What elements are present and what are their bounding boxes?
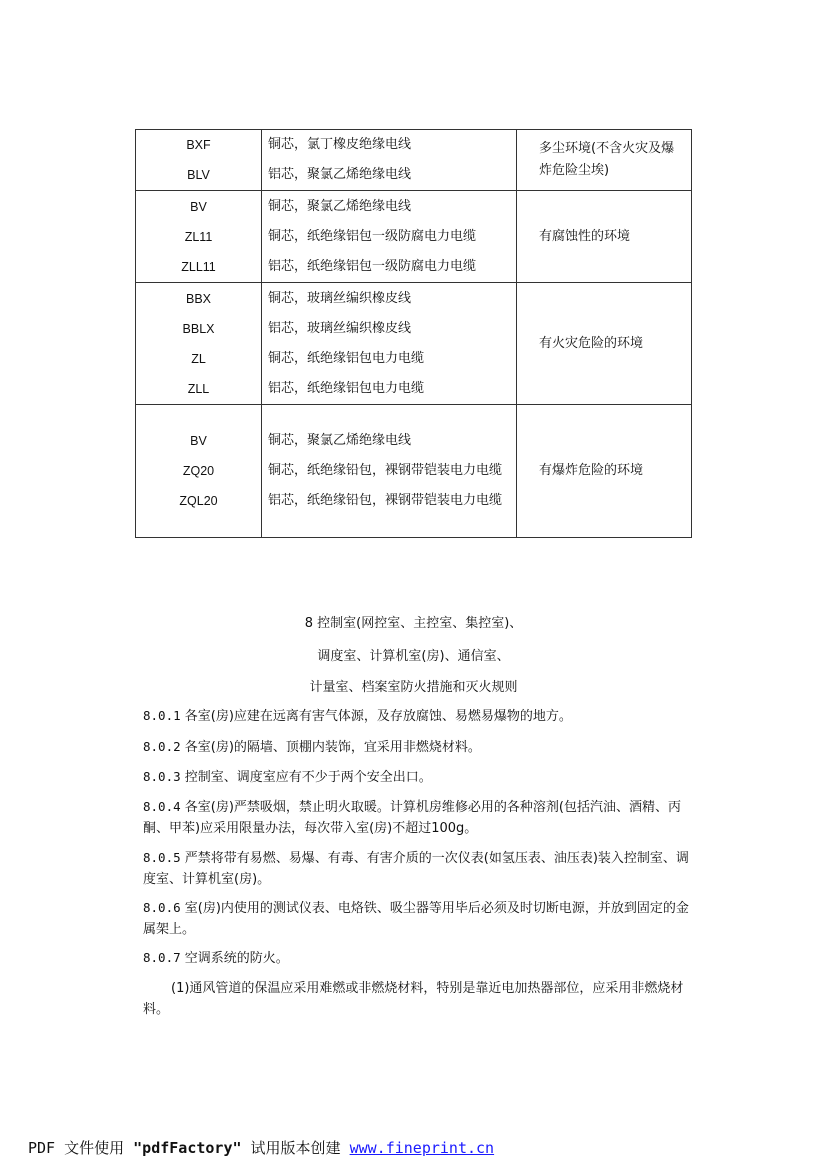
- clause-8-0-4: [143, 796, 691, 839]
- table-row: [136, 405, 692, 538]
- clause-text: 室(房)内使用的测试仪表、电烙铁、吸尘器等用毕后必须及时切断电源，并放到固定的金属架上。: [143, 901, 689, 937]
- model-code: ZL: [191, 351, 206, 366]
- clause-text: 控制室、调度室应有不少于两个安全出口。: [184, 770, 432, 785]
- footer-middle: 试用版本创建: [241, 1139, 350, 1157]
- cable-description: 铝芯，玻璃丝编织橡皮线: [268, 320, 412, 336]
- clause-text: 各室(房)严禁吸烟，禁止明火取暖。计算机房维修必用的各种溶剂(包括汽油、酒精、丙酮、甲苯)应采用限量办法，每次带入室(房)不超过100g。: [143, 800, 681, 836]
- cable-description: 铝芯，纸绝缘铝包电力电缆: [268, 380, 425, 396]
- section-title-line-1: 8 控制室(网控室、主控室、集控室)、: [304, 616, 523, 631]
- pdf-footer: [28, 1137, 494, 1158]
- description-cell: [262, 283, 517, 405]
- clause-8-0-7-item-1: [143, 978, 691, 1020]
- clause-number: 8.0.5: [143, 850, 181, 865]
- section-title-line-3: 计量室、档案室防火措施和灭火规则: [309, 680, 518, 695]
- model-code: ZLL: [187, 381, 210, 396]
- model-cell: [136, 283, 262, 405]
- model-code: BV: [190, 199, 207, 214]
- clause-text: 各室(房)应建在远离有害气体源，及存放腐蚀、易燃易爆物的地方。: [184, 709, 572, 724]
- model-code: ZL11: [184, 229, 213, 244]
- environment-cell: 有腐蚀性的环境: [517, 191, 692, 283]
- clause-8-0-7: [143, 947, 691, 969]
- clause-8-0-1: [143, 705, 691, 727]
- cable-description: 铜芯，玻璃丝编织橡皮线: [268, 290, 412, 306]
- cable-description: 铜芯，纸绝缘铅包，裸钢带铠装电力电缆: [268, 463, 503, 478]
- section-title-line-2: 调度室、计算机室(房)、通信室、: [317, 649, 510, 664]
- footer-prefix: PDF 文件使用: [28, 1139, 134, 1157]
- clause-text: (1)通风管道的保温应采用难燃或非燃烧材料，特别是靠近电加热器部位，应采用非燃烧材料。: [143, 981, 684, 1017]
- clause-number: 8.0.3: [143, 769, 181, 784]
- clause-8-0-2: [143, 736, 691, 758]
- clause-text: 空调系统的防火。: [184, 951, 289, 966]
- clause-text: 严禁将带有易燃、易爆、有毒、有害介质的一次仪表(如氢压表、油压表)装入控制室、调度室、计算机室(房)。: [143, 851, 689, 887]
- environment-cell: 有火灾危险的环境: [517, 283, 692, 405]
- footer-product: "pdfFactory": [133, 1139, 242, 1157]
- clause-number: 8.0.2: [143, 739, 181, 754]
- cable-description: 铜芯，聚氯乙烯绝缘电线: [268, 198, 412, 214]
- cable-description: 铝芯，纸绝缘铝包一级防腐电力电缆: [268, 258, 477, 274]
- clause-number: 8.0.6: [143, 900, 181, 915]
- model-code: BXF: [186, 138, 211, 152]
- clause-8-0-3: [143, 766, 691, 788]
- model-code: BV: [190, 434, 207, 448]
- environment-cell: 有爆炸危险的环境: [517, 405, 692, 538]
- model-code: ZQL20: [179, 494, 218, 508]
- clause-text: 各室(房)的隔墙、顶棚内装饰，宜采用非燃烧材料。: [184, 740, 481, 755]
- description-cell: [262, 191, 517, 283]
- clause-8-0-6: [143, 897, 691, 940]
- description-cell: [262, 405, 517, 538]
- cable-description: 铝芯，纸绝缘铅包，裸钢带铠装电力电缆: [268, 493, 503, 508]
- clause-number: 8.0.4: [143, 799, 181, 814]
- cable-description: 铝芯，聚氯乙烯绝缘电线: [268, 167, 412, 182]
- cable-description: 铜芯，纸绝缘铝包一级防腐电力电缆: [268, 228, 477, 244]
- table-row: [136, 191, 692, 283]
- model-code: ZLL11: [181, 259, 216, 274]
- fineprint-link[interactable]: www.fineprint.cn: [349, 1139, 495, 1157]
- model-code: ZQ20: [182, 464, 215, 478]
- model-code: BBLX: [182, 321, 215, 336]
- clause-number: 8.0.1: [143, 708, 181, 723]
- environment-cell: 多尘环境(不含火灾及爆炸危险尘埃): [517, 130, 692, 191]
- table-row: [136, 283, 692, 405]
- description-cell: [262, 130, 517, 191]
- model-cell: [136, 130, 262, 191]
- model-code: BBX: [185, 291, 211, 306]
- cable-description: 铜芯，纸绝缘铝包电力电缆: [268, 350, 425, 366]
- clause-8-0-5: [143, 847, 691, 890]
- model-code: BLV: [187, 168, 210, 182]
- clause-number: 8.0.7: [143, 950, 181, 965]
- cable-description: 铜芯，氯丁橡皮绝缘电线: [268, 137, 412, 152]
- model-cell: [136, 405, 262, 538]
- model-cell: [136, 191, 262, 283]
- cable-description: 铜芯，聚氯乙烯绝缘电线: [268, 433, 412, 448]
- table-row: [136, 130, 692, 191]
- cable-usage-table: [135, 129, 692, 538]
